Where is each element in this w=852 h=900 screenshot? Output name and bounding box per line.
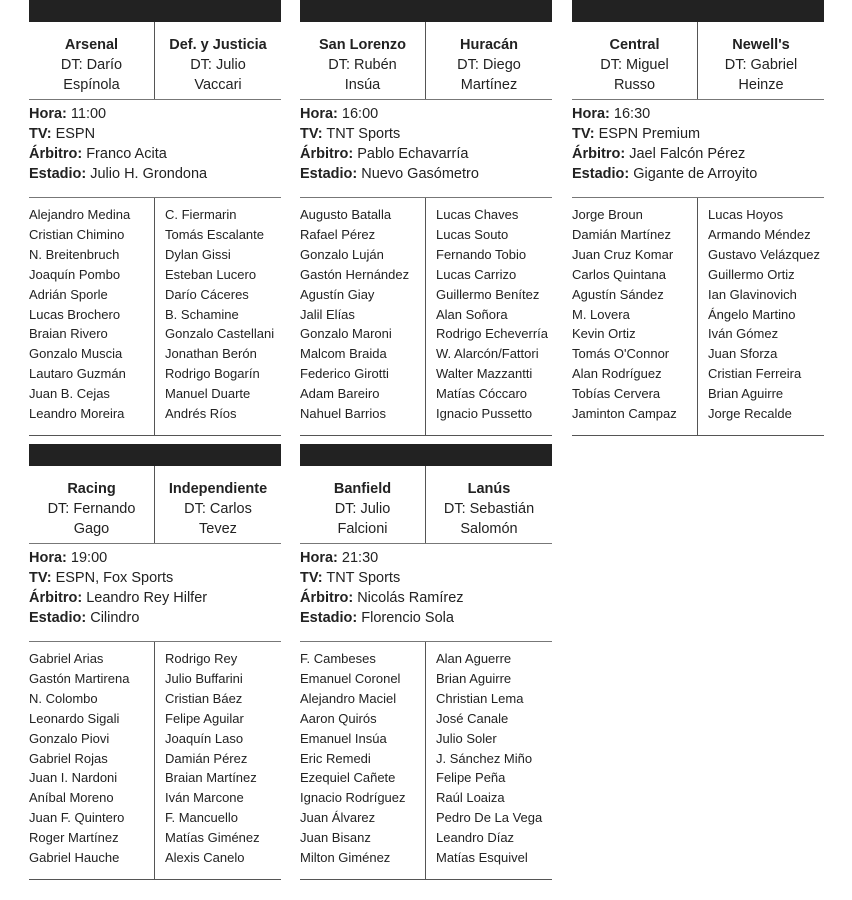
player-name: Lucas Brochero — [29, 306, 121, 322]
player-name: Aaron Quirós — [300, 710, 377, 726]
match-info — [300, 544, 552, 642]
player-name: Guillermo Benítez — [436, 286, 540, 302]
coach-line: DT: Julio — [334, 501, 391, 517]
match-info — [300, 100, 552, 198]
match-info — [572, 100, 824, 198]
team-away — [155, 22, 281, 99]
tv-channel-row — [572, 124, 824, 144]
player-name: Adrián Sporle — [29, 286, 108, 302]
coach-name: Falcioni — [337, 521, 388, 537]
player-name: Lucas Chaves — [436, 207, 519, 222]
player-name: Iván Marcone — [165, 790, 244, 806]
team-name: San Lorenzo — [318, 37, 406, 53]
player-name: Manuel Duarte — [165, 386, 251, 402]
lineup-home — [300, 642, 426, 879]
player-name: C. Fiermarin — [165, 207, 237, 222]
kickoff-time-row — [572, 104, 824, 124]
lineup-away — [698, 198, 824, 435]
coach-name: Heinze — [738, 77, 784, 93]
player-name: Rodrigo Bogarín — [165, 366, 260, 382]
player-name: Ian Glavinovich — [708, 286, 797, 302]
player-name: Gonzalo Piovi — [29, 730, 110, 746]
coach-name: Insúa — [344, 77, 381, 93]
player-name: F. Cambeses — [300, 651, 376, 666]
tv-channel-value: ESPN — [55, 126, 96, 142]
card-header-bar — [300, 444, 552, 466]
player-name: Emanuel Insúa — [300, 730, 387, 746]
player-name: Julio Soler — [436, 730, 497, 746]
player-name: Jorge Recalde — [708, 406, 792, 422]
player-name: Ángelo Martino — [708, 306, 796, 322]
referee-row — [29, 588, 281, 608]
player-name: Gonzalo Castellani — [165, 326, 275, 342]
player-name: Rafael Pérez — [300, 226, 376, 242]
kickoff-time-label: Hora: — [300, 106, 338, 122]
kickoff-time-row — [29, 104, 281, 124]
player-name: Iván Gómez — [708, 326, 779, 342]
stadium-row — [29, 608, 281, 628]
coach-line: DT: Rubén — [328, 57, 397, 73]
tv-channel-label: TV: — [29, 126, 52, 142]
player-name: Raúl Loaiza — [436, 790, 505, 806]
player-name: Roger Martínez — [29, 830, 119, 846]
tv-channel-label: TV: — [572, 126, 595, 142]
player-name: Alexis Canelo — [165, 850, 245, 866]
player-name: N. Colombo — [29, 690, 98, 706]
lineup-away — [155, 642, 281, 879]
coach-name: Gago — [73, 521, 110, 537]
referee-label: Árbitro: — [300, 146, 354, 162]
kickoff-time-row — [29, 548, 281, 568]
kickoff-time-label: Hora: — [572, 106, 610, 122]
player-name: F. Mancuello — [165, 810, 238, 826]
tv-channel-value: ESPN, Fox Sports — [55, 570, 174, 586]
player-name: Aníbal Moreno — [29, 790, 114, 806]
kickoff-time-label: Hora: — [29, 106, 67, 122]
tv-channel-row — [29, 568, 281, 588]
player-name: Gonzalo Luján — [300, 246, 384, 262]
lineups — [300, 198, 552, 436]
player-name: Damián Pérez — [165, 750, 248, 766]
player-name: Tobías Cervera — [572, 386, 661, 402]
coach-line: DT: Miguel — [600, 57, 669, 73]
referee-row — [300, 144, 552, 164]
lineup-home — [29, 198, 155, 435]
tv-channel-row — [300, 124, 552, 144]
player-name: J. Sánchez Miño — [436, 750, 533, 766]
player-name: Esteban Lucero — [165, 266, 257, 282]
kickoff-time-value: 21:30 — [341, 550, 379, 566]
player-name: Alan Rodríguez — [572, 366, 662, 382]
kickoff-time-value: 16:00 — [341, 106, 379, 122]
player-name: Nahuel Barrios — [300, 406, 386, 422]
tv-channel-label: TV: — [29, 570, 52, 586]
match-card — [29, 0, 281, 436]
player-name: Gonzalo Maroni — [300, 326, 392, 342]
teams-row — [29, 22, 281, 100]
kickoff-time-value: 16:30 — [613, 106, 651, 122]
team-home — [572, 22, 698, 99]
player-name: Cristian Chimino — [29, 226, 125, 242]
stadium-label: Estadio: — [572, 166, 630, 182]
coach-name: Salomón — [460, 521, 518, 537]
player-name: Leandro Díaz — [436, 830, 515, 846]
player-name: Cristian Ferreira — [708, 366, 802, 382]
player-name: Brian Aguirre — [436, 670, 512, 686]
player-name: Pedro De La Vega — [436, 810, 543, 826]
player-name: Jonathan Berón — [165, 346, 257, 362]
coach-line: DT: Carlos — [184, 501, 252, 517]
match-info — [29, 544, 281, 642]
team-away — [155, 466, 281, 543]
team-away — [426, 22, 552, 99]
player-name: Fernando Tobio — [436, 246, 527, 262]
teams-row — [300, 22, 552, 100]
player-name: N. Breitenbruch — [29, 246, 120, 262]
referee-value: Franco Acita — [86, 146, 167, 162]
player-name: Gustavo Velázquez — [708, 246, 821, 262]
lineups — [29, 642, 281, 880]
stadium-label: Estadio: — [29, 610, 87, 626]
stadium-value: Gigante de Arroyito — [633, 166, 758, 182]
coach-line: DT: Julio — [190, 57, 246, 73]
player-name: Gabriel Arias — [29, 651, 104, 666]
tv-channel-value: TNT Sports — [326, 570, 401, 586]
player-name: Ezequiel Cañete — [300, 770, 396, 786]
kickoff-time-label: Hora: — [29, 550, 67, 566]
team-name: Def. y Justicia — [169, 37, 267, 53]
referee-value: Nicolás Ramírez — [357, 590, 464, 606]
player-name: Lucas Souto — [436, 226, 509, 242]
coach-line: DT: Diego — [457, 57, 521, 73]
lineup-away — [426, 642, 552, 879]
player-name: Tomás O'Connor — [572, 346, 670, 362]
player-name: Alejandro Medina — [29, 207, 131, 222]
lineup-home — [572, 198, 698, 435]
teams-row — [572, 22, 824, 100]
player-name: Matías Cóccaro — [436, 386, 528, 402]
player-name: Braian Martínez — [165, 770, 257, 786]
team-name: Arsenal — [64, 37, 119, 53]
player-name: Juan B. Cejas — [29, 386, 110, 402]
lineups — [300, 642, 552, 880]
player-name: Rodrigo Echeverría — [436, 326, 548, 342]
kickoff-time-value: 19:00 — [70, 550, 108, 566]
referee-row — [29, 144, 281, 164]
lineup-away — [155, 198, 281, 435]
player-name: Brian Aguirre — [708, 386, 784, 402]
team-name: Huracán — [459, 37, 519, 53]
stadium-row — [300, 608, 552, 628]
stadium-value: Nuevo Gasómetro — [361, 166, 479, 182]
player-name: Guillermo Ortiz — [708, 266, 795, 282]
referee-row — [572, 144, 824, 164]
referee-value: Leandro Rey Hilfer — [86, 590, 208, 606]
player-name: Tomás Escalante — [165, 226, 264, 242]
coach-line: DT: Gabriel — [724, 57, 798, 73]
player-name: Ignacio Pussetto — [436, 406, 533, 422]
stadium-label: Estadio: — [300, 166, 358, 182]
lineup-home — [29, 642, 155, 879]
referee-label: Árbitro: — [29, 146, 83, 162]
lineups — [572, 198, 824, 436]
player-name: Cristian Báez — [165, 690, 243, 706]
player-name: Jalil Elías — [300, 306, 355, 322]
player-name: Jaminton Campaz — [572, 406, 677, 422]
kickoff-time-label: Hora: — [300, 550, 338, 566]
tv-channel-value: ESPN Premium — [598, 126, 701, 142]
player-name: Lautaro Guzmán — [29, 366, 126, 382]
player-name: Matías Giménez — [165, 830, 260, 846]
player-name: Damián Martínez — [572, 226, 671, 242]
team-away — [698, 22, 824, 99]
player-name: Leonardo Sigali — [29, 710, 120, 726]
card-header-bar — [29, 444, 281, 466]
stadium-value: Cilindro — [90, 610, 140, 626]
player-name: B. Schamine — [165, 306, 239, 322]
player-name: Lucas Carrizo — [436, 266, 517, 282]
team-name: Racing — [67, 481, 116, 497]
team-away — [426, 466, 552, 543]
player-name: Alan Aguerre — [436, 651, 512, 666]
player-name: Juan Bisanz — [300, 830, 371, 846]
kickoff-time-value: 11:00 — [70, 106, 107, 122]
lineup-away — [426, 198, 552, 435]
match-card — [300, 444, 552, 880]
player-name: Dylan Gissi — [165, 246, 231, 262]
player-name: Joaquín Pombo — [29, 266, 121, 282]
team-name: Lanús — [467, 481, 511, 497]
team-name: Central — [609, 37, 660, 53]
player-name: Gastón Hernández — [300, 266, 410, 282]
match-card — [300, 0, 552, 436]
match-card — [29, 444, 281, 880]
teams-row — [300, 466, 552, 544]
player-name: Julio Buffarini — [165, 670, 243, 686]
lineup-home — [300, 198, 426, 435]
player-name: Eric Remedi — [300, 750, 371, 766]
player-name: Juan Sforza — [708, 346, 778, 362]
player-name: Andrés Ríos — [165, 406, 237, 422]
player-name: Lucas Hoyos — [708, 207, 784, 222]
stadium-row — [29, 164, 281, 184]
player-name: Juan Álvarez — [300, 810, 376, 826]
player-name: Matías Esquivel — [436, 850, 528, 866]
player-name: Alan Soñora — [436, 306, 508, 322]
tv-channel-row — [300, 568, 552, 588]
card-header-bar — [572, 0, 824, 22]
team-name: Newell's — [732, 37, 790, 53]
stadium-row — [572, 164, 824, 184]
player-name: Braian Rivero — [29, 326, 108, 342]
player-name: Gonzalo Muscia — [29, 346, 123, 362]
player-name: Walter Mazzantti — [436, 366, 533, 382]
team-name: Independiente — [168, 481, 268, 497]
team-home — [29, 22, 155, 99]
tv-channel-label: TV: — [300, 570, 323, 586]
match-info — [29, 100, 281, 198]
teams-row — [29, 466, 281, 544]
player-name: W. Alarcón/Fattori — [436, 346, 539, 362]
coach-name: Vaccari — [194, 77, 242, 93]
player-name: Joaquín Laso — [165, 730, 244, 746]
card-header-bar — [300, 0, 552, 22]
referee-label: Árbitro: — [29, 590, 83, 606]
player-name: Darío Cáceres — [165, 286, 249, 302]
player-name: Gastón Martirena — [29, 670, 130, 686]
lineups — [29, 198, 281, 436]
player-name: Emanuel Coronel — [300, 670, 401, 686]
player-name: Juan F. Quintero — [29, 810, 125, 826]
referee-value: Jael Falcón Pérez — [629, 146, 746, 162]
team-home — [300, 22, 426, 99]
referee-value: Pablo Echavarría — [357, 146, 469, 162]
player-name: Malcom Braida — [300, 346, 387, 362]
coach-line: DT: Fernando — [47, 501, 136, 517]
player-name: Adam Bareiro — [300, 386, 380, 402]
player-name: Leandro Moreira — [29, 406, 125, 422]
player-name: Felipe Peña — [436, 770, 506, 786]
coach-name: Martínez — [460, 77, 518, 93]
card-header-bar — [29, 0, 281, 22]
player-name: Jorge Broun — [572, 207, 643, 222]
stadium-label: Estadio: — [29, 166, 87, 182]
stadium-value: Julio H. Grondona — [90, 166, 208, 182]
team-home — [300, 466, 426, 543]
stadium-row — [300, 164, 552, 184]
match-card — [572, 0, 824, 436]
player-name: Christian Lema — [436, 690, 524, 706]
kickoff-time-row — [300, 548, 552, 568]
player-name: Rodrigo Rey — [165, 651, 238, 666]
stadium-value: Florencio Sola — [361, 610, 454, 626]
player-name: Kevin Ortiz — [572, 326, 636, 342]
referee-label: Árbitro: — [300, 590, 354, 606]
player-name: Gabriel Hauche — [29, 850, 120, 866]
player-name: Carlos Quintana — [572, 266, 666, 282]
referee-row — [300, 588, 552, 608]
coach-line: DT: Darío — [60, 57, 123, 73]
coach-name: Tevez — [199, 521, 237, 537]
player-name: Juan I. Nardoni — [29, 770, 118, 786]
player-name: Augusto Batalla — [300, 207, 392, 222]
stadium-label: Estadio: — [300, 610, 358, 626]
player-name: M. Lovera — [572, 306, 630, 322]
coach-name: Espínola — [63, 77, 120, 93]
tv-channel-value: TNT Sports — [326, 126, 401, 142]
player-name: Agustín Giay — [300, 286, 375, 302]
player-name: Alejandro Maciel — [300, 690, 397, 706]
player-name: Juan Cruz Komar — [572, 246, 674, 262]
player-name: Gabriel Rojas — [29, 750, 108, 766]
player-name: Agustín Sández — [572, 286, 664, 302]
kickoff-time-row — [300, 104, 552, 124]
coach-line: DT: Sebastián — [443, 501, 535, 517]
player-name: Federico Girotti — [300, 366, 389, 382]
player-name: Felipe Aguilar — [165, 710, 244, 726]
team-home — [29, 466, 155, 543]
player-name: José Canale — [436, 710, 509, 726]
tv-channel-row — [29, 124, 281, 144]
tv-channel-label: TV: — [300, 126, 323, 142]
team-name: Banfield — [333, 481, 392, 497]
player-name: Ignacio Rodríguez — [300, 790, 406, 806]
coach-name: Russo — [613, 77, 656, 93]
player-name: Milton Giménez — [300, 850, 391, 866]
referee-label: Árbitro: — [572, 146, 626, 162]
player-name: Armando Méndez — [708, 226, 811, 242]
